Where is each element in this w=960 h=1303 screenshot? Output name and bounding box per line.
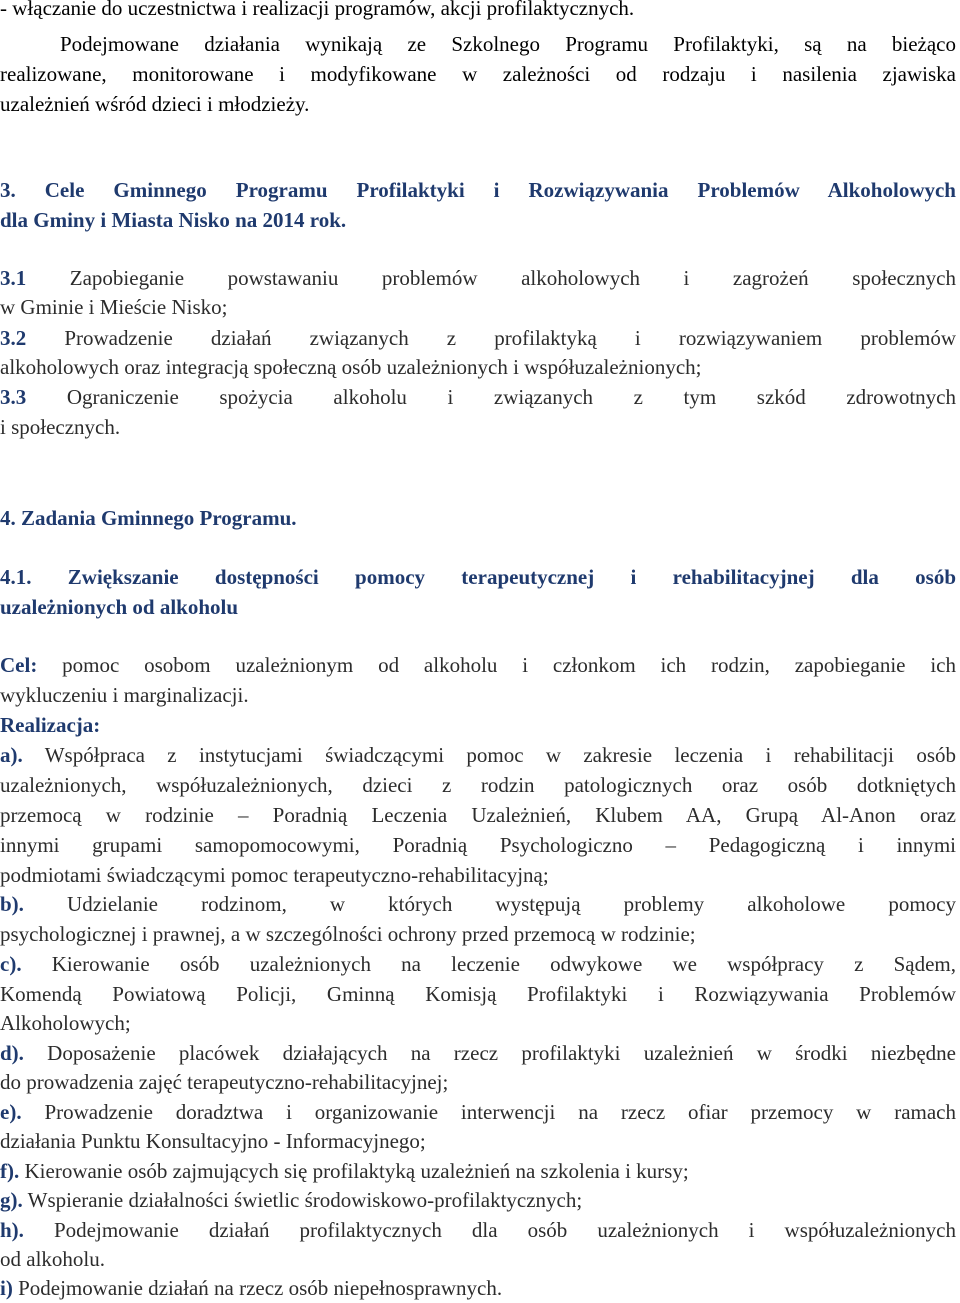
item-text: Współpraca z instytucjami świadczącymi pomoc w zakresie leczenia i rehabilitacji osób <box>22 743 956 767</box>
goal-text: Ograniczenie spożycia alkoholu i związanych z tym szkód zdrowotnych <box>26 385 956 409</box>
cel-text: wykluczeniu i marginalizacji. <box>0 683 249 707</box>
section-heading: 4. Zadania Gminnego Programu. <box>0 506 297 530</box>
section-heading: dla Gminy i Miasta Nisko na 2014 rok. <box>0 208 347 232</box>
intro-line: Podejmowane działania wynikają ze Szkolnego Programu Profilaktyki, są na bieżąco <box>60 32 956 56</box>
goal-text: alkoholowych oraz integracją społeczną osób uzależnionych i współuzależnionych; <box>0 355 702 379</box>
item-text: Prowadzenie doradztwa i organizowanie interwencji na rzecz ofiar przemocy w ramach <box>21 1100 956 1124</box>
item-text: podmiotami świadczącymi pomoc terapeutyczno-rehabilitacyjną; <box>0 863 549 887</box>
list-item <box>0 741 956 770</box>
subsection-title: uzależnionych od alkoholu <box>0 595 239 619</box>
item-text: przemocą w rodzinie – Poradnią Leczenia Uzależnień, Klubem AA, Grupą Al-Anon oraz <box>0 803 956 827</box>
goal-statement <box>0 651 956 680</box>
item-label: g). <box>0 1188 23 1212</box>
goal-text: Prowadzenie działań związanych z profilaktyką i rozwiązywaniem problemów <box>26 326 956 350</box>
goal-text: i społecznych. <box>0 415 121 439</box>
item-label: i) <box>0 1276 13 1300</box>
section-heading: 3. Cele Gminnego Programu Profilaktyki i Rozwiązywania Problemów Alkoholowych <box>0 178 956 202</box>
item-text: Doposażenie placówek działających na rzecz profilaktyki uzależnień w środki niezbędne <box>23 1041 956 1065</box>
list-item <box>0 1274 956 1303</box>
cel-label: Cel: <box>0 653 38 677</box>
intro-line: realizowane, monitorowane i modyfikowane w zależności od rodzaju i nasilenia zjawiska <box>0 62 956 86</box>
item-text: Alkoholowych; <box>0 1011 131 1035</box>
item-label: f). <box>0 1159 20 1183</box>
item-text: Udzielanie rodzinom, w których występują problemy alkoholowe pomocy <box>23 892 956 916</box>
item-label: h). <box>0 1218 24 1242</box>
list-item <box>0 1157 956 1186</box>
item-text: psychologicznej i prawnej, a w szczególności ochrony przed przemocą w rodzinie; <box>0 922 696 946</box>
goal-number: 3.3 <box>0 385 27 409</box>
goal-text: w Gminie i Mieście Nisko; <box>0 295 228 319</box>
item-label: a). <box>0 743 23 767</box>
item-label: e). <box>0 1100 22 1124</box>
cel-text: pomoc osobom uzależnionym od alkoholu i członkom ich rodzin, zapobieganie ich <box>37 653 956 677</box>
subsection-title: Zwiększanie dostępności pomocy terapeutycznej i rehabilitacyjnej dla osób <box>31 565 956 589</box>
goal-item <box>0 264 956 293</box>
item-text: innymi grupami samopomocowymi, Poradnią Psychologiczno – Pedagogiczną i innymi <box>0 833 956 857</box>
intro-line: uzależnień wśród dzieci i młodzieży. <box>0 92 310 116</box>
item-label: b). <box>0 892 24 916</box>
list-item <box>0 1186 956 1215</box>
item-text: Podejmowanie działań profilaktycznych dla osób uzależnionych i współuzależnionych <box>23 1218 956 1242</box>
goal-text: Zapobieganie powstawaniu problemów alkoholowych i zagrożeń społecznych <box>26 266 956 290</box>
item-text: Wspieranie działalności świetlic środowiskowo-profilaktycznych; <box>22 1188 583 1212</box>
list-item <box>0 890 956 919</box>
item-label: d). <box>0 1041 24 1065</box>
item-text: działania Punktu Konsultacyjno - Informacyjnego; <box>0 1129 426 1153</box>
item-text: Kierowanie osób zajmujących się profilaktyką uzależnień na szkolenia i kursy; <box>19 1159 689 1183</box>
item-text: Komendą Powiatową Policji, Gminną Komisją Profilaktyki i Rozwiązywania Problemów <box>0 982 956 1006</box>
item-label: c). <box>0 952 22 976</box>
item-text: Kierowanie osób uzależnionych na leczenie odwykowe we współpracy z Sądem, <box>21 952 956 976</box>
goal-item <box>0 324 956 353</box>
list-item <box>0 1216 956 1245</box>
list-item <box>0 1098 956 1127</box>
list-item <box>0 1039 956 1068</box>
goal-number: 3.1 <box>0 266 27 290</box>
item-text: do prowadzenia zajęć terapeutyczno-rehabilitacyjnej; <box>0 1070 449 1094</box>
item-text: uzależnionych, współuzależnionych, dzieci z rodzin patologicznych oraz osób dotkniętych <box>0 773 956 797</box>
item-text: Podejmowanie działań na rzecz osób niepełnosprawnych. <box>12 1276 503 1300</box>
goal-number: 3.2 <box>0 326 27 350</box>
list-item <box>0 950 956 979</box>
intro-line: - włączanie do uczestnictwa i realizacji programów, akcji profilaktycznych. <box>0 0 635 20</box>
item-text: od alkoholu. <box>0 1247 105 1271</box>
goal-item <box>0 383 956 412</box>
realizacja-label: Realizacja: <box>0 713 101 737</box>
subsection-heading <box>0 563 956 592</box>
subsection-number: 4.1. <box>0 565 32 589</box>
